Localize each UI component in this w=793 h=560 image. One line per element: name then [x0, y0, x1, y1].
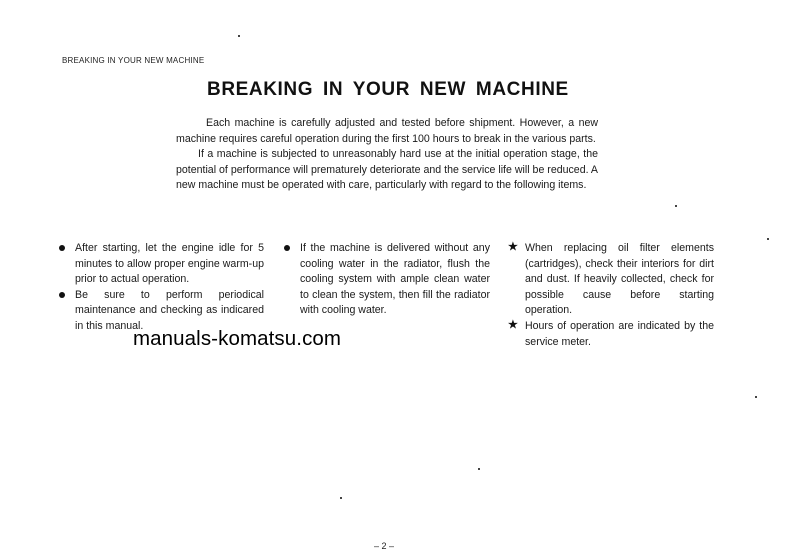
page-title: BREAKING IN YOUR NEW MACHINE — [207, 79, 569, 100]
list-item — [283, 241, 490, 319]
list-item-text: If the machine is delivered without any cooling water in the radiator, flush the cooling system with ample clean water to clean the system, then fill the radiator with cooling water. — [300, 242, 490, 317]
star-icon: ★ — [508, 241, 518, 253]
list-item-text: After starting, let the engine idle for 5 minutes to allow proper engine warm-up prior to actual operation. — [75, 242, 264, 286]
page-number: – 2 – — [374, 541, 395, 551]
right-column — [508, 241, 714, 350]
list-item — [58, 241, 264, 288]
star-icon: ★ — [508, 318, 518, 331]
scan-speck — [675, 205, 677, 207]
scan-speck — [340, 497, 342, 499]
scan-speck — [767, 238, 769, 240]
watermark-link[interactable]: manuals-komatsu.com — [133, 327, 342, 350]
middle-column — [283, 241, 490, 319]
intro-paragraph: Each machine is carefully adjusted and tested before shipment. However, a new machine requires careful operation during the first 100 hours to break in the various parts. — [176, 117, 598, 145]
list-item-text: Be sure to perform periodical maintenance and checking as indicared in this manual. — [75, 288, 264, 332]
intro-paragraph: If a machine is subjected to unreasonably hard use at the initial operation stage, the potential of performance will prematurely deteriorate and the service life will be reduced. A new machine must be operated with care, particularly with regard to the following items. — [176, 148, 598, 191]
left-column — [58, 241, 264, 335]
intro-text — [176, 116, 598, 194]
list-item-text: When replacing oil filter elements (cartridges), check their interiors for dirt and dust. If heavily collected, check for possible cause before starting operation. — [525, 242, 714, 317]
scan-speck — [478, 468, 480, 470]
bullet-icon — [59, 292, 65, 298]
list-item-text: Hours of operation are indicated by the service meter. — [525, 319, 714, 348]
scan-speck — [238, 35, 240, 37]
list-item — [508, 319, 714, 350]
bullet-icon — [284, 245, 290, 251]
list-item — [508, 241, 714, 319]
bullet-icon — [59, 245, 65, 251]
scan-speck — [755, 396, 757, 398]
running-header: BREAKING IN YOUR NEW MACHINE — [62, 56, 205, 65]
